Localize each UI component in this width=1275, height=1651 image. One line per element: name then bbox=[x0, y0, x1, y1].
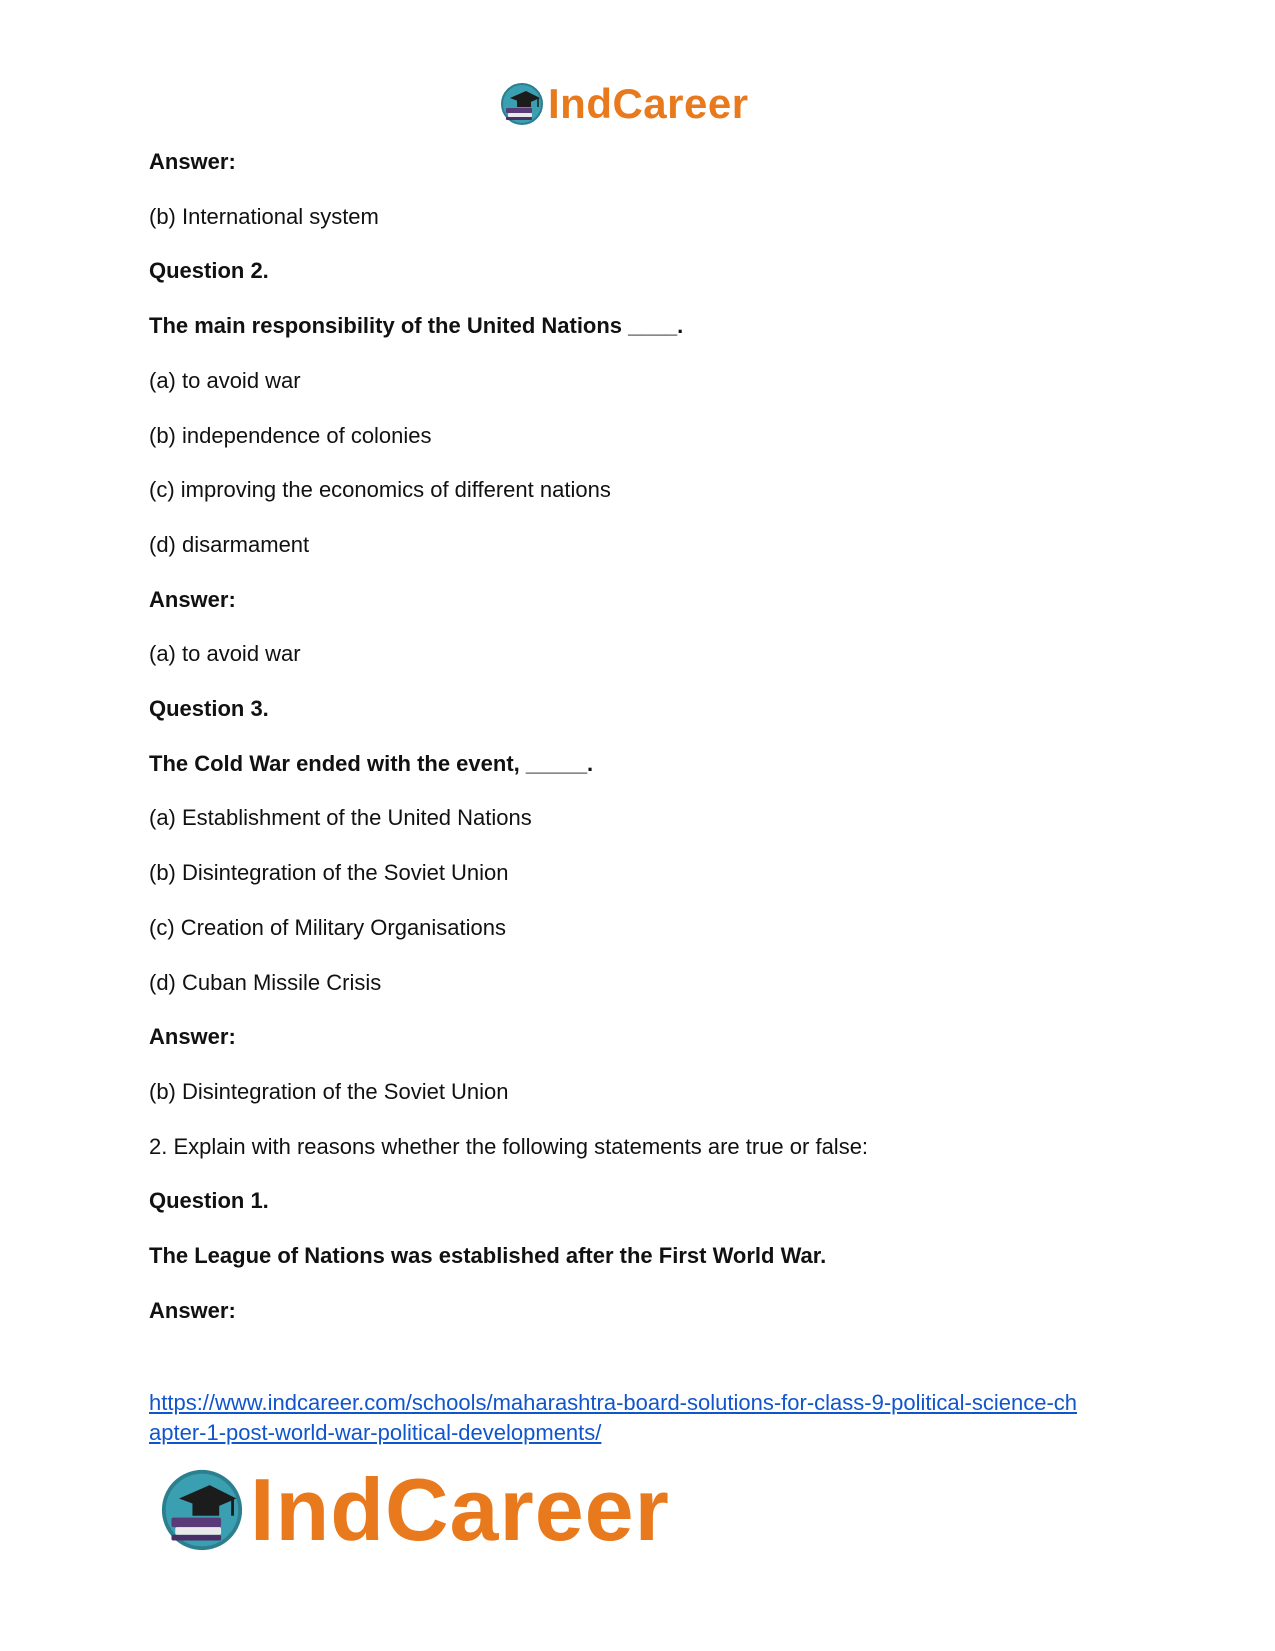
bold-text-line: Answer: bbox=[149, 1298, 236, 1323]
text-line: (b) Disintegration of the Soviet Union bbox=[149, 860, 509, 885]
bold-text-line: The League of Nations was established after the First World War. bbox=[149, 1243, 827, 1268]
bold-text-line: Question 1. bbox=[149, 1188, 269, 1213]
text-line: (b) International system bbox=[149, 204, 379, 229]
bold-text-line: Answer: bbox=[149, 587, 236, 612]
text-line: (a) to avoid war bbox=[149, 368, 301, 393]
text-line: 2. Explain with reasons whether the following statements are true or false: bbox=[149, 1134, 869, 1159]
bold-text-line: Question 3. bbox=[149, 696, 269, 721]
text-line: (b) Disintegration of the Soviet Union bbox=[149, 1079, 509, 1104]
bold-text-line: Answer: bbox=[149, 1024, 236, 1049]
bold-text-line: The main responsibility of the United Nations ____. bbox=[149, 313, 684, 338]
text-line: (c) improving the economics of different nations bbox=[149, 477, 611, 502]
graduation-cap-logo-icon bbox=[160, 1468, 244, 1552]
footer-logo-text: IndCareer bbox=[250, 1460, 670, 1559]
source-link-line1[interactable]: https://www.indcareer.com/schools/maharashtra-board-solutions-for-class-9-political-science-ch bbox=[149, 1390, 1078, 1415]
text-line: (d) disarmament bbox=[149, 532, 310, 557]
bold-text-line: The Cold War ended with the event, _____. bbox=[149, 751, 594, 776]
text-line: (c) Creation of Military Organisations bbox=[149, 915, 507, 940]
footer-logo bbox=[160, 1462, 670, 1558]
bold-text-line: Question 2. bbox=[149, 258, 269, 283]
graduation-cap-logo-icon bbox=[500, 82, 544, 126]
source-link-line2[interactable]: apter-1-post-world-war-political-developments/ bbox=[149, 1420, 602, 1445]
header-logo bbox=[500, 80, 749, 128]
bold-text-line: Answer: bbox=[149, 149, 236, 174]
header-logo-text: IndCareer bbox=[548, 80, 749, 127]
text-line: (d) Cuban Missile Crisis bbox=[149, 970, 382, 995]
text-line: (a) Establishment of the United Nations bbox=[149, 805, 532, 830]
text-line: (a) to avoid war bbox=[149, 641, 301, 666]
text-line: (b) independence of colonies bbox=[149, 423, 432, 448]
